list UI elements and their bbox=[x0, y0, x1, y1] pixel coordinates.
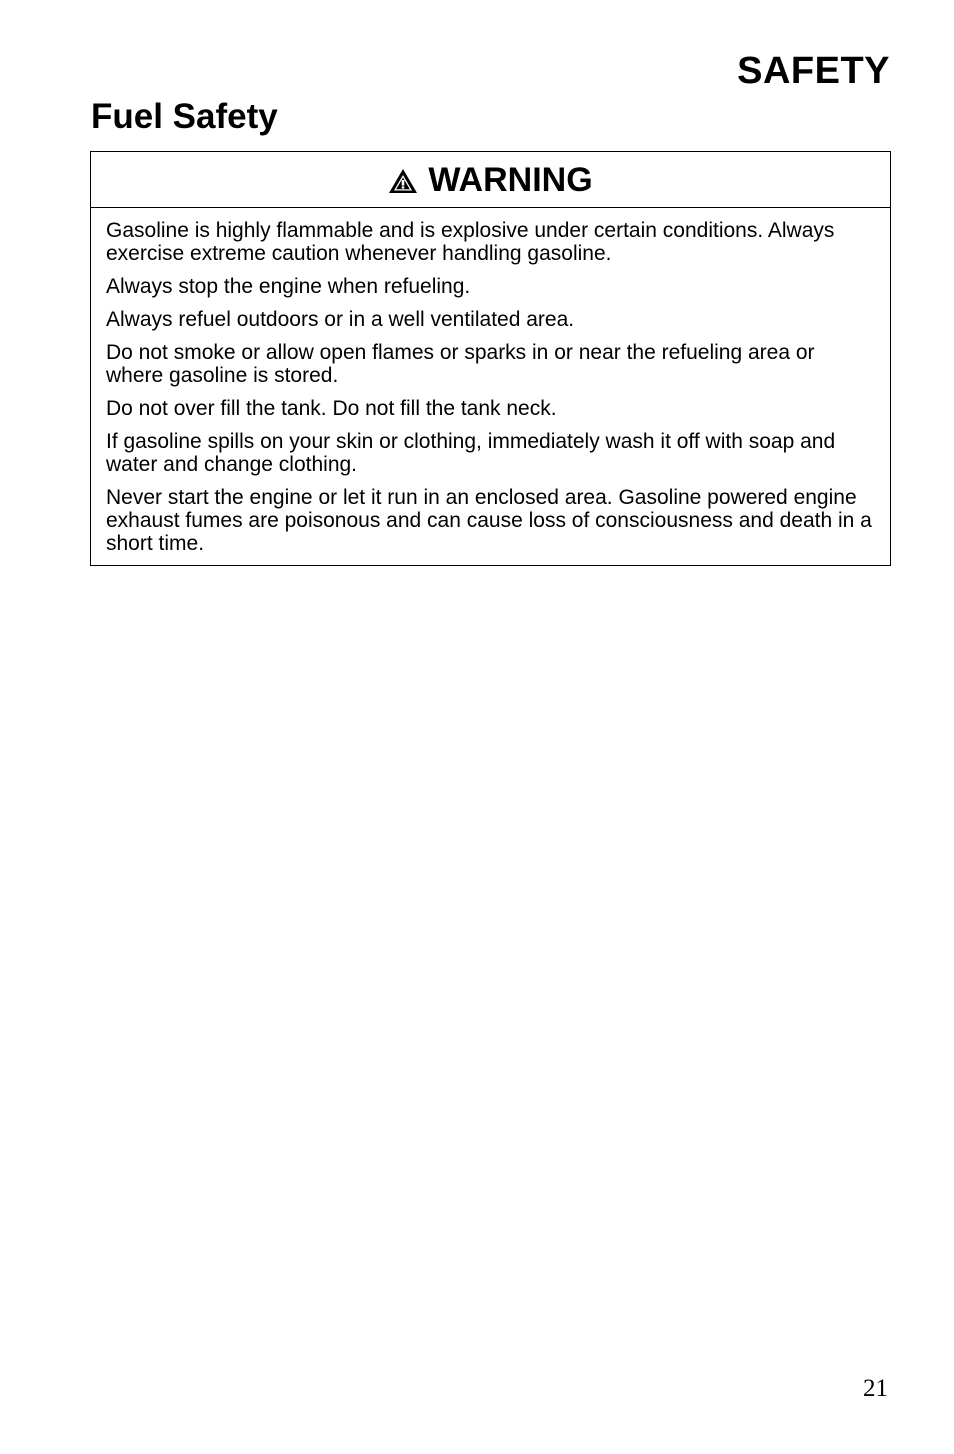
warning-box bbox=[90, 151, 891, 566]
warning-paragraph: Do not over fill the tank. Do not fill the tank neck. bbox=[106, 397, 557, 420]
warning-paragraph: Always refuel outdoors or in a well ventilated area. bbox=[106, 308, 575, 331]
section-title: Fuel Safety bbox=[91, 97, 278, 136]
page-number: 21 bbox=[863, 1375, 888, 1402]
warning-paragraph: Always stop the engine when refueling. bbox=[106, 275, 471, 298]
warning-paragraph: If gasoline spills on your skin or clothing, immediately wash it off with soap and water and change clothing. bbox=[106, 430, 836, 476]
warning-body bbox=[91, 208, 890, 565]
warning-paragraph: Do not smoke or allow open flames or sparks in or near the refueling area or where gasoline is stored. bbox=[106, 341, 815, 387]
warning-header bbox=[91, 152, 890, 208]
warning-triangle-icon bbox=[388, 168, 418, 194]
warning-paragraph: Gasoline is highly flammable and is explosive under certain conditions. Always exercise extreme caution whenever handling gasoline. bbox=[106, 219, 835, 265]
chapter-title: SAFETY bbox=[737, 50, 890, 92]
warning-label: WARNING bbox=[428, 160, 593, 199]
warning-paragraph: Never start the engine or let it run in an enclosed area. Gasoline powered engine exhaust fumes are poisonous and can cause loss of consciousness and death in a short time. bbox=[106, 486, 872, 555]
